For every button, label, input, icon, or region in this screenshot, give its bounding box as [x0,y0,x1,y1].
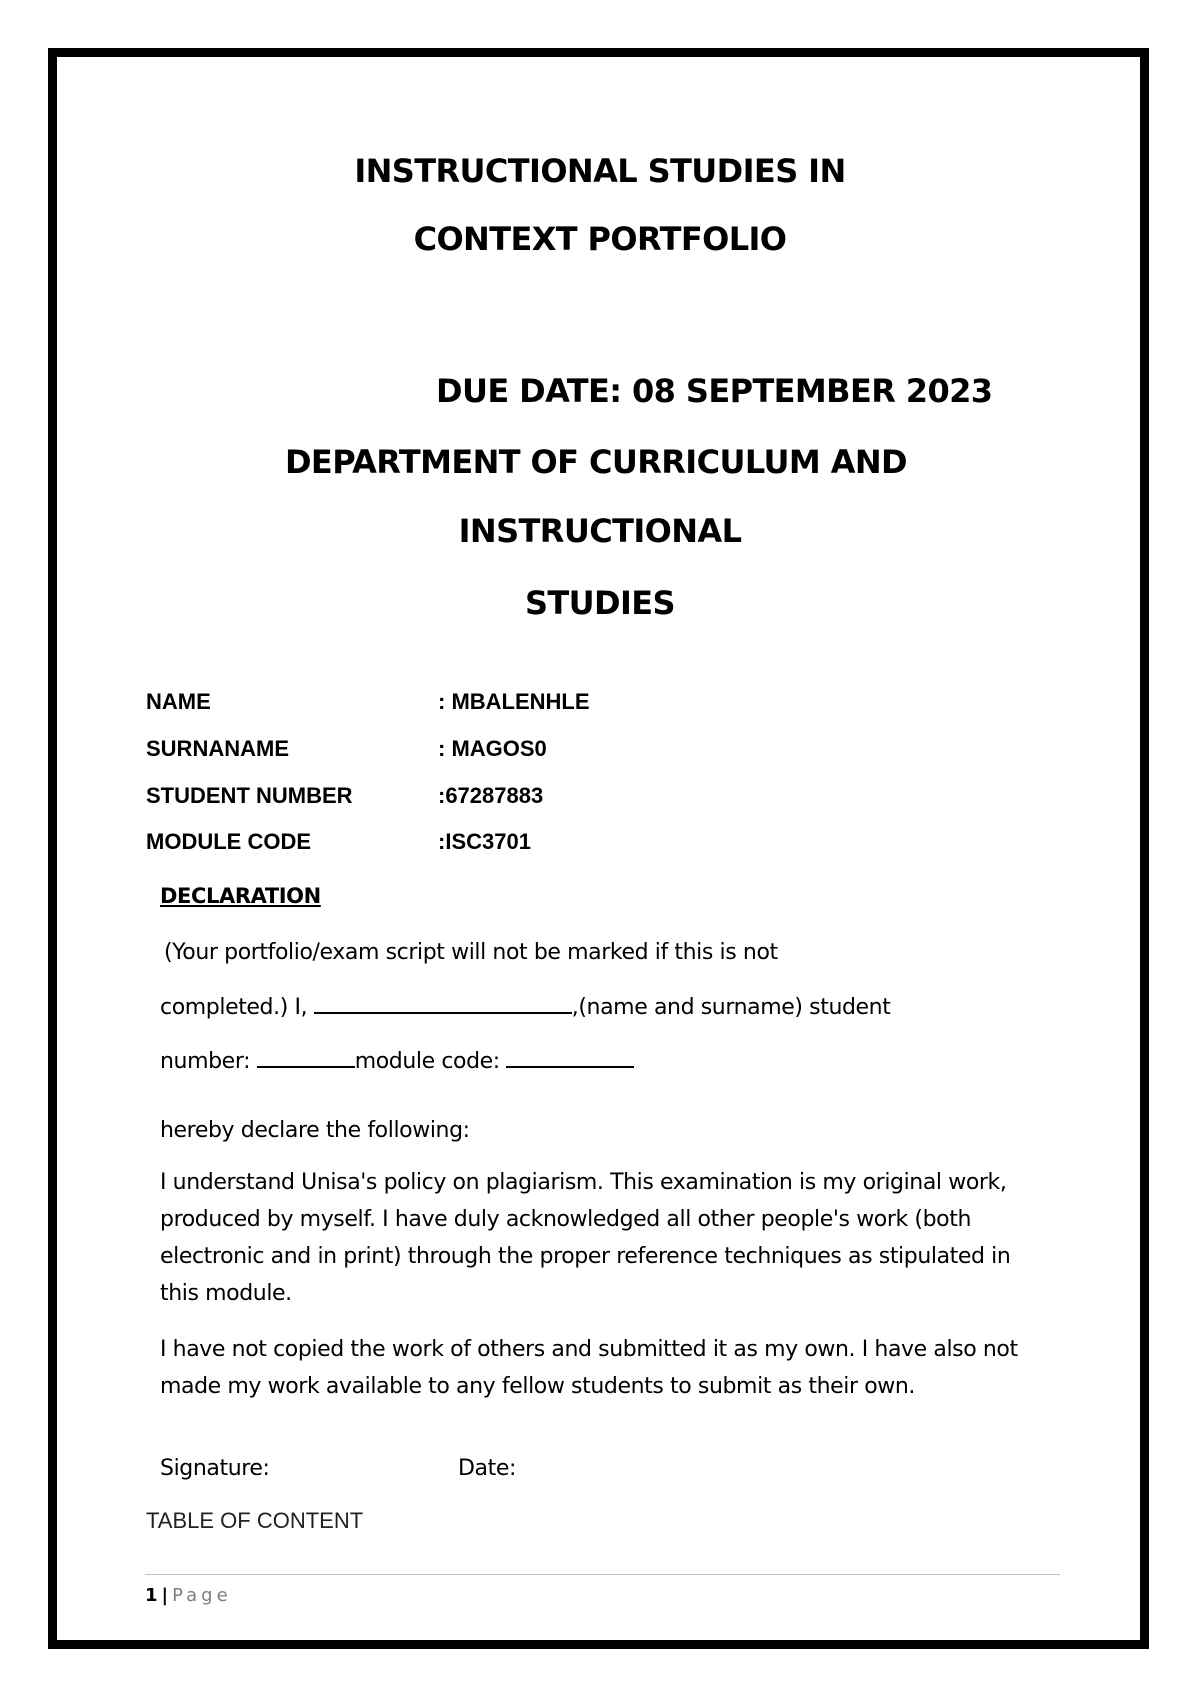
signature-label: Signature: [160,1456,270,1481]
name-blank [314,994,572,1014]
student-number-value: :67287883 [438,783,544,808]
declaration-line-3-prefix: number: [160,1049,257,1074]
page-label: Page [172,1585,232,1606]
declaration-line-2 [160,994,890,1020]
department-line-3: STUDIES [524,584,676,622]
module-code-label: MODULE CODE [146,829,311,854]
page-separator: | [161,1585,169,1606]
student-number-label: STUDENT NUMBER [146,783,353,808]
declaration-heading: DECLARATION [160,884,321,908]
document-title-line-2: CONTEXT PORTFOLIO [413,220,787,258]
name-value: : MBALENHLE [438,689,590,714]
declaration-hereby: hereby declare the following: [160,1118,470,1143]
declaration-paragraph-2: I have not copied the work of others and submitted it as my own. I have also not made my work available to any fellow students to submit as their own. [160,1337,1018,1399]
surname-value: : MAGOS0 [438,736,547,761]
date-label: Date: [458,1456,516,1481]
declaration-line-2-suffix: ,(name and surname) student [571,995,891,1020]
document-title-line-1: INSTRUCTIONAL STUDIES IN [354,152,846,190]
module-code-value: :ISC3701 [438,829,531,854]
declaration-line-2-prefix: completed.) I, [160,995,314,1020]
page-footer [145,1585,232,1606]
name-label: NAME [146,689,211,714]
declaration-line-1: (Your portfolio/exam script will not be marked if this is not [164,940,778,965]
page-number: 1 [145,1585,158,1606]
student-number-blank [257,1048,355,1068]
declaration-line-3-middle: module code: [354,1049,507,1074]
table-of-content-heading: TABLE OF CONTENT [146,1508,364,1533]
department-line-1: DEPARTMENT OF CURRICULUM AND [284,443,908,481]
surname-label: SURNANAME [146,736,289,761]
module-code-blank [506,1048,634,1068]
declaration-line-3 [160,1048,634,1074]
declaration-paragraph-1: I understand Unisa's policy on plagiarism. This examination is my original work, produced by myself. I have duly acknowledged all other people's work (both electronic and in print) through the proper reference techniques as stipulated in this module. [160,1170,1011,1306]
department-line-2: INSTRUCTIONAL [458,512,742,550]
footer-divider [145,1574,1060,1575]
due-date: DUE DATE: 08 SEPTEMBER 2023 [436,372,993,410]
